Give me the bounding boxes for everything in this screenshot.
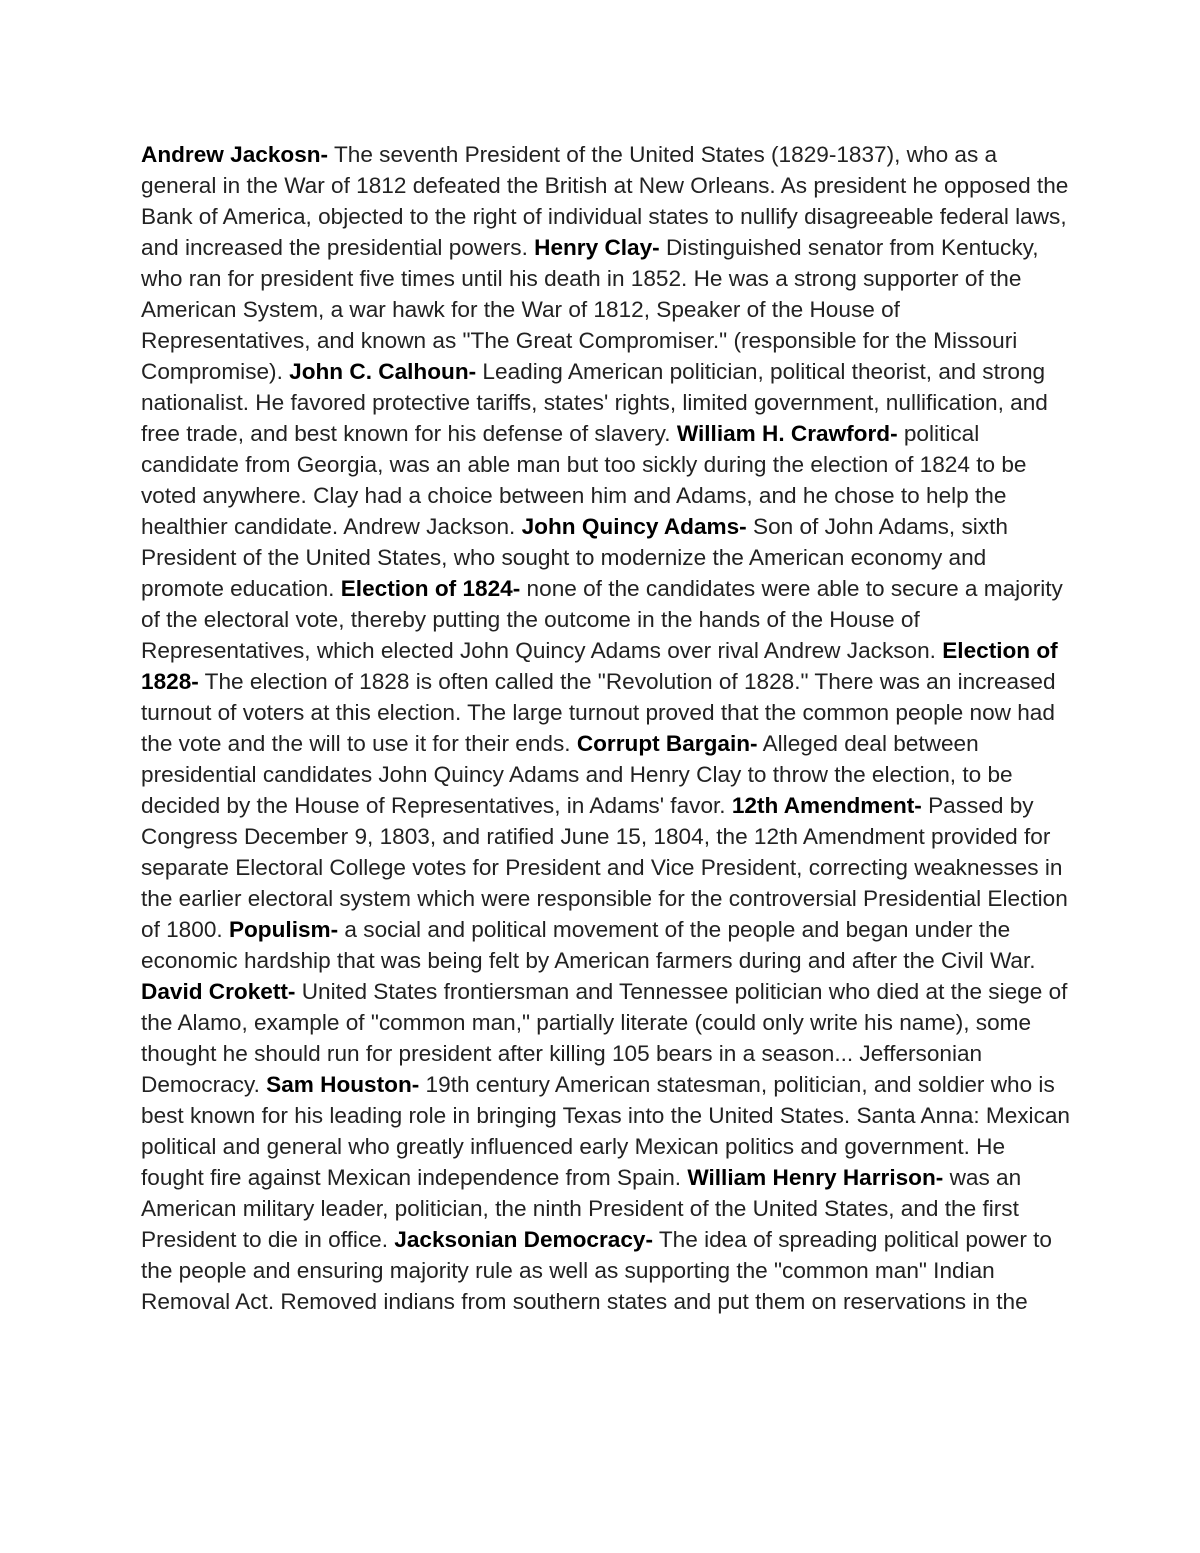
definition-john-quincy-adams: Son of John Adams, sixth President of the United States, who sought to modernize the American economy and promote education. [141,514,1008,601]
term-david-crokett: David Crokett- [141,979,296,1004]
term-henry-clay: Henry Clay- [534,235,660,260]
term-election-of-1824: Election of 1824- [340,576,521,601]
term-populism: Populism- [228,917,339,942]
definition-david-crokett: United States frontiersman and Tennessee politician who died at the siege of the Alamo, example of "common man," partially literate (could only write his name), some thought he should run for president after killing 105 bears in a season... Jeffersonian Democracy. [141,979,1068,1097]
term-john-quincy-adams: John Quincy Adams- [521,514,747,539]
definition-election-of-1828: The election of 1828 is often called the "Revolution of 1828." There was an increased turnout of voters at this election. The large turnout proved that the common people now had the vote and the will to use it for their ends. [141,669,1056,756]
definition-jacksonian-democracy: The idea of spreading political power to the people and ensuring majority rule as well as supporting the "common man" Indian Removal Act. Removed indians from southern states and put them on reservations in the [141,1227,1052,1314]
term-william-h-crawford: William H. Crawford- [676,421,898,446]
term-12th-amendment: 12th Amendment- [731,793,922,818]
definition-william-henry-harrison: was an American military leader, politician, the ninth President of the United States, and the first President to die in office. [141,1165,1022,1252]
term-sam-houston: Sam Houston- [266,1072,420,1097]
definition-sam-houston: 19th century American statesman, politician, and soldier who is best known for his leading role in bringing Texas into the United States. Santa Anna: Mexican political and general who greatly influenced early Mexican politics and government. He fought fire against Mexican independence from Spain. [141,1072,1071,1190]
definition-election-of-1824: none of the candidates were able to secure a majority of the electoral vote, thereby putting the outcome in the hands of the House of Representatives, which elected John Quincy Adams over rival Andrew Jackson. [141,576,1063,663]
definition-william-h-crawford: political candidate from Georgia, was an able man but too sickly during the election of 1824 to be voted anywhere. Clay had a choice between him and Adams, and he chose to help the healthier candidate. Andrew Jackson. [141,421,1027,539]
definition-andrew-jackson: The seventh President of the United States (1829-1837), who as a general in the War of 1812 defeated the British at New Orleans. As president he opposed the Bank of America, objected to the right of individual states to nullify disagreeable federal laws, and increased the presidential powers. [141,142,1069,260]
term-john-c-calhoun: John C. Calhoun- [289,359,477,384]
glossary-paragraph [141,139,1071,1317]
term-corrupt-bargain: Corrupt Bargain- [576,731,758,756]
definition-henry-clay: Distinguished senator from Kentucky, who ran for president five times until his death in 1852. He was a strong supporter of the American System, a war hawk for the War of 1812, Speaker of the House of Representatives, and known as "The Great Compromiser." (responsible for the Missouri Compromise). [141,235,1039,384]
definition-john-c-calhoun: Leading American politician, political theorist, and strong nationalist. He favored protective tariffs, states' rights, limited government, nullification, and free trade, and best known for his defense of slavery. [141,359,1048,446]
term-andrew-jackson: Andrew Jackosn- [141,142,329,167]
term-jacksonian-democracy: Jacksonian Democracy- [394,1227,653,1252]
term-election-of-1828: Election of 1828- [141,638,1058,694]
term-william-henry-harrison: William Henry Harrison- [687,1165,944,1190]
definition-12th-amendment: Passed by Congress December 9, 1803, and ratified June 15, 1804, the 12th Amendment provided for separate Electoral College votes for President and Vice President, correcting weaknesses in the earlier electoral system which were responsible for the controversial Presidential Election of 1800. [141,793,1068,942]
definition-populism: a social and political movement of the people and began under the economic hardship that was being felt by American farmers during and after the Civil War. [141,917,1036,973]
definition-corrupt-bargain: Alleged deal between presidential candidates John Quincy Adams and Henry Clay to throw the election, to be decided by the House of Representatives, in Adams' favor. [141,731,1013,818]
